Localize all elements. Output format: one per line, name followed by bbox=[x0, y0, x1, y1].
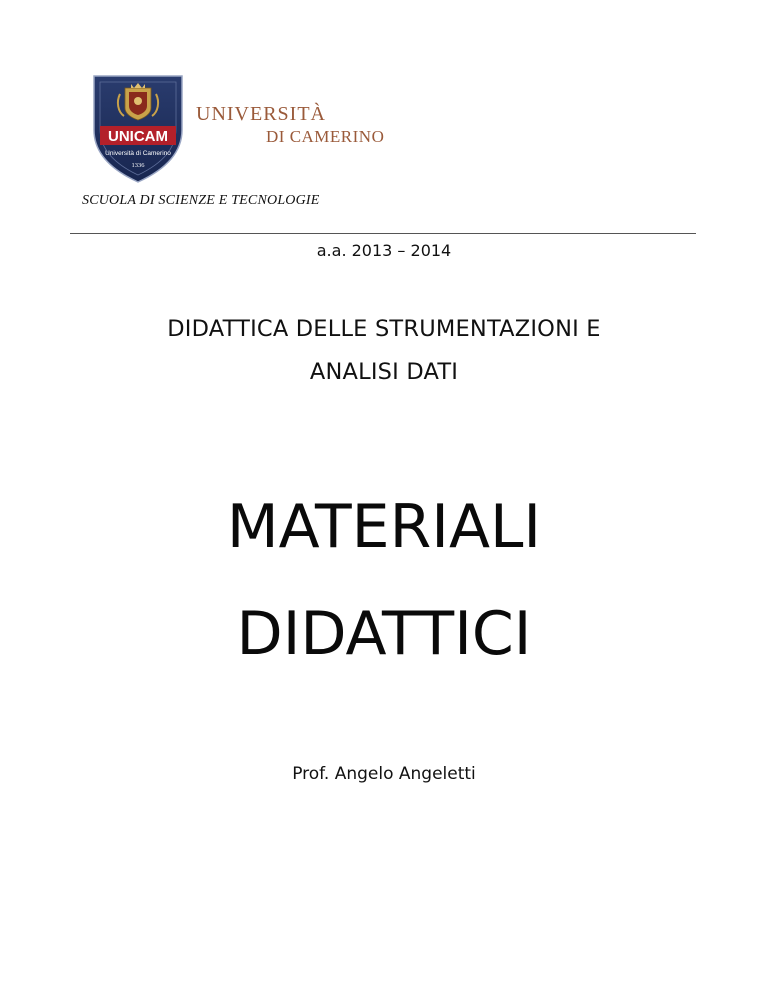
school-name: SCUOLA DI SCIENZE E TECNOLOGIE bbox=[82, 193, 320, 208]
document-title-line1: MATERIALI bbox=[226, 492, 542, 562]
shield-subtitle-text: Università di Camerino bbox=[105, 150, 171, 157]
course-title bbox=[0, 308, 768, 394]
author-name: Prof. Angelo Angeletti bbox=[292, 764, 476, 784]
university-wordmark bbox=[194, 100, 394, 148]
document-title-line2: DIDATTICI bbox=[236, 599, 532, 669]
academic-year: a.a. 2013 – 2014 bbox=[316, 241, 452, 260]
wordmark-line2: DI CAMERINO bbox=[266, 127, 385, 146]
header-divider bbox=[70, 233, 696, 234]
document-title bbox=[0, 474, 768, 688]
shield-year-text: 1336 bbox=[131, 162, 145, 169]
wordmark-line1: UNIVERSITÀ bbox=[196, 103, 326, 125]
shield-title-text: UNICAM bbox=[108, 128, 168, 145]
course-title-line1: DIDATTICA DELLE STRUMENTAZIONI E bbox=[167, 316, 601, 342]
university-logo bbox=[90, 72, 390, 184]
unicam-shield-logo bbox=[90, 72, 186, 184]
course-title-line2: ANALISI DATI bbox=[309, 359, 459, 385]
